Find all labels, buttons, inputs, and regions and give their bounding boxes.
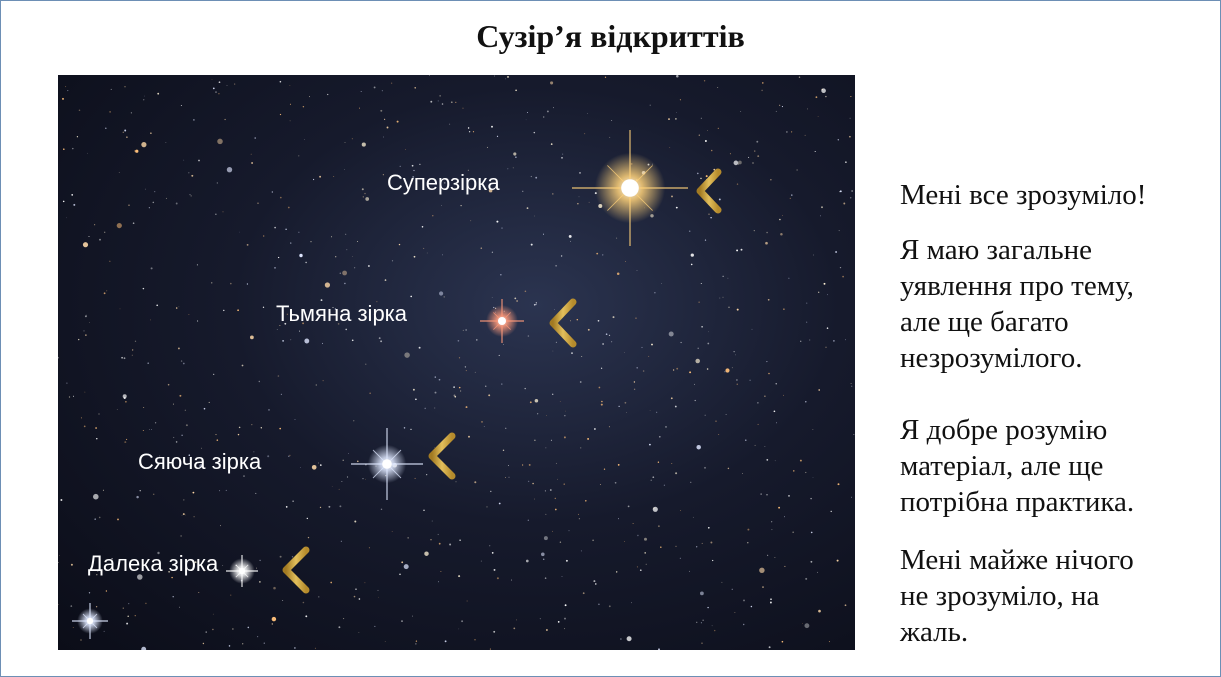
description-line: жаль. <box>900 616 969 648</box>
arrow-superstar <box>700 172 887 210</box>
description-line: Мені все зрозуміло! <box>900 179 1147 211</box>
description-shining-star <box>900 412 1134 520</box>
description-line: Я добре розумію <box>900 414 1108 446</box>
description-line: але ще багато <box>900 306 1069 338</box>
description-distant-star <box>900 542 1134 650</box>
arrow-distant-star <box>286 550 887 590</box>
description-line: уявлення про тему, <box>900 270 1134 302</box>
description-dim-star <box>900 232 1134 376</box>
description-line: Мені майже нічого <box>900 544 1134 576</box>
label-distant-star: Далека зірка <box>88 551 219 576</box>
label-superstar: Суперзірка <box>387 170 500 195</box>
label-dim-star: Тьмяна зірка <box>276 301 408 326</box>
description-line: матеріал, але ще <box>900 450 1104 482</box>
slide-title: Сузір’я відкриттів <box>476 18 745 54</box>
description-superstar <box>900 177 1146 213</box>
description-line: потрібна практика. <box>900 486 1135 518</box>
description-line: не зрозуміло, на <box>900 580 1100 612</box>
arrow-dim-star <box>553 302 887 344</box>
description-line: незрозумілого. <box>900 342 1083 374</box>
label-shining-star: Сяюча зірка <box>138 449 262 474</box>
description-line: Я маю загальне <box>900 234 1092 266</box>
arrow-shining-star <box>432 436 887 476</box>
